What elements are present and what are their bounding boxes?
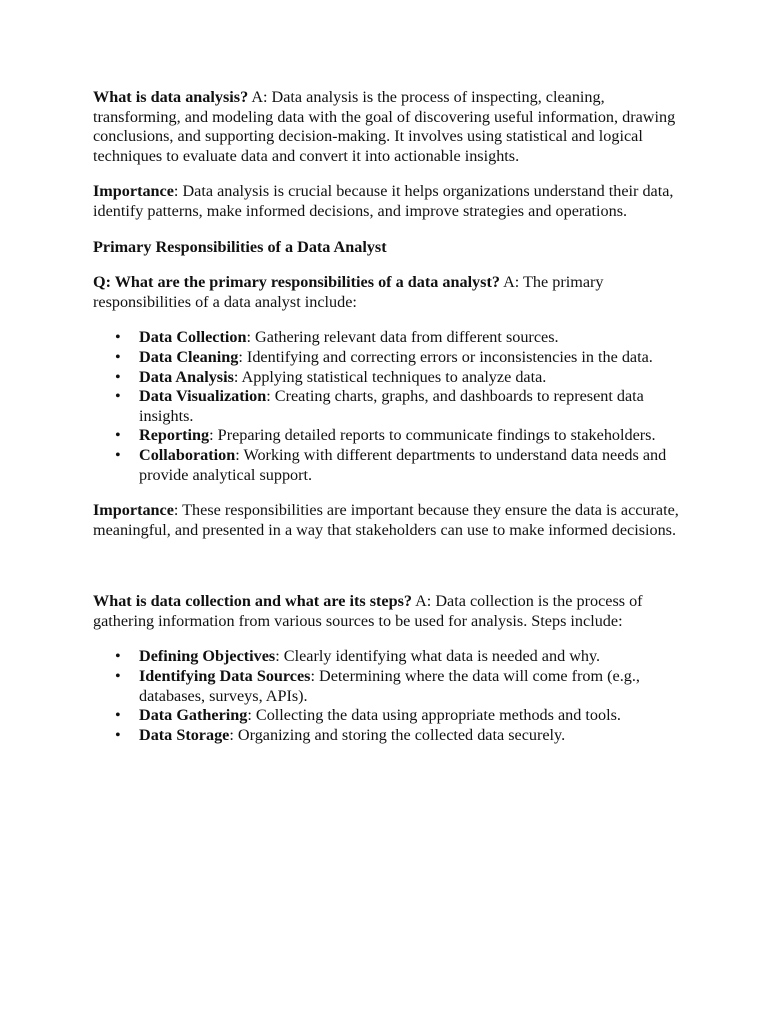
list-item-desc: : Preparing detailed reports to communicate findings to stakeholders.: [209, 426, 656, 445]
list-item-term: Defining Objectives: [139, 647, 276, 666]
list-item: [115, 328, 683, 348]
list-item-term: Data Cleaning: [139, 347, 239, 366]
list-item-term: Data Gathering: [139, 706, 248, 725]
q3-question: What is data collection and what are its steps?: [93, 592, 412, 611]
importance2-text: : These responsibilities are important because they ensure the data is accurate, meaningful, and presented in a way that stakeholders can use to make informed decisions.: [93, 501, 679, 539]
importance2-paragraph: [93, 501, 683, 540]
list-item-desc: : Clearly identifying what data is needed and why.: [275, 647, 601, 666]
list-item-term: Data Collection: [139, 328, 247, 347]
q3-answer: A: Data collection is the process of gathering information from various sources to be used for analysis. Steps include:: [93, 592, 643, 630]
list-item: [115, 445, 683, 485]
list-item: [115, 667, 683, 706]
list-item-desc: : Determining where the data will come from (e.g., databases, surveys, APIs).: [139, 667, 640, 705]
list-item: [115, 426, 683, 446]
importance2-label: Importance: [93, 501, 174, 520]
q3-paragraph: [93, 592, 683, 631]
list-item-term: Data Storage: [139, 725, 230, 744]
bullet-icon: •: [115, 706, 121, 725]
list-item: [115, 725, 683, 746]
list-item-term: Reporting: [139, 426, 210, 445]
list-item-desc: : Identifying and correcting errors or inconsistencies in the data.: [238, 347, 653, 366]
responsibilities-list: [93, 328, 683, 485]
section-heading: Primary Responsibilities of a Data Analyst: [93, 237, 387, 256]
list-item-desc: : Gathering relevant data from different sources.: [246, 328, 559, 347]
q2-question: Q: What are the primary responsibilities of a data analyst?: [93, 273, 500, 292]
list-item-term: Data Analysis: [139, 367, 234, 386]
list-item: [115, 706, 683, 726]
list-item-term: Data Visualization: [139, 387, 267, 406]
bullet-icon: •: [115, 647, 121, 666]
bullet-icon: •: [115, 667, 121, 686]
q2-paragraph: [93, 273, 683, 312]
list-item-desc: : Organizing and storing the collected data securely.: [229, 725, 566, 744]
importance1-text: : Data analysis is crucial because it helps organizations understand their data, identify patterns, make informed decisions, and improve strategies and operations.: [93, 182, 674, 220]
list-item-term: Collaboration: [139, 445, 236, 464]
bullet-icon: •: [115, 387, 121, 406]
bullet-icon: •: [115, 445, 121, 464]
list-item: [115, 387, 683, 426]
list-item-desc: : Creating charts, graphs, and dashboards to represent data insights.: [139, 387, 644, 425]
q2-answer: A: The primary responsibilities of a data analyst include:: [93, 273, 604, 311]
list-item: [115, 367, 683, 388]
bullet-icon: •: [115, 328, 121, 347]
list-item: [115, 647, 683, 667]
importance1-paragraph: [93, 182, 683, 221]
q1-question: What is data analysis?: [93, 88, 249, 106]
importance1-label: Importance: [93, 182, 174, 201]
steps-list: [93, 647, 683, 745]
list-item-desc: : Applying statistical techniques to analyze data.: [233, 367, 547, 386]
bullet-icon: •: [115, 725, 121, 744]
bullet-icon: •: [115, 426, 121, 445]
bullet-icon: •: [115, 347, 121, 366]
q1-paragraph: [93, 88, 683, 166]
list-item-desc: : Working with different departments to understand data needs and provide analytical support.: [139, 445, 667, 484]
bullet-icon: •: [115, 367, 121, 386]
q1-answer: A: Data analysis is the process of inspecting, cleaning, transforming, and modeling data with the goal of discovering useful information, drawing conclusions, and supporting decision-making. It involves using statistical and logical techniques to evaluate data and convert it into actionable insights.: [93, 88, 676, 165]
list-item-desc: : Collecting the data using appropriate methods and tools.: [247, 706, 621, 725]
list-item: [115, 347, 683, 368]
list-item-term: Identifying Data Sources: [139, 667, 311, 686]
section-spacer: [93, 556, 683, 592]
document-page: [93, 88, 683, 761]
